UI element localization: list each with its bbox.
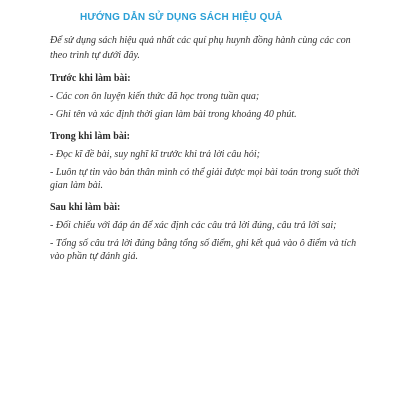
list-item: - Đối chiếu với đáp án để xác định các câu trả lời đúng, câu trả lời sai; [50, 220, 337, 231]
intro-paragraph: Để sử dụng sách hiệu quả nhất các quí phụ huynh đồng hành cùng các con theo trình tự dưới đây. [50, 35, 351, 61]
list-item: - Đọc kĩ đề bài, suy nghĩ kĩ trước khi trả lời câu hỏi; [50, 149, 260, 160]
section-heading: Trước khi làm bài: [50, 73, 131, 84]
list-item: - Ghi tên và xác định thời gian làm bài trong khoảng 40 phút. [50, 109, 297, 120]
guide-page [50, 0, 370, 268]
list-item: - Các con ôn luyện kiến thức đã học trong tuần qua; [50, 91, 260, 102]
section-during [50, 130, 370, 192]
list-item: - Tổng số câu trả lời đúng bằng tổng số điểm, ghi kết quả vào ô điểm và tích vào phần tự đánh giá. [50, 238, 357, 262]
section-heading: Trong khi làm bài: [50, 131, 130, 142]
section-heading: Sau khi làm bài: [50, 202, 121, 213]
list-item: - Luôn tự tin vào bản thân mình có thể giải được mọi bài toán trong suốt thời gian làm bài. [50, 167, 360, 191]
page-title: HƯỚNG DẪN SỬ DỤNG SÁCH HIỆU QUẢ [80, 12, 283, 23]
section-before [50, 72, 370, 121]
section-after [50, 201, 370, 263]
